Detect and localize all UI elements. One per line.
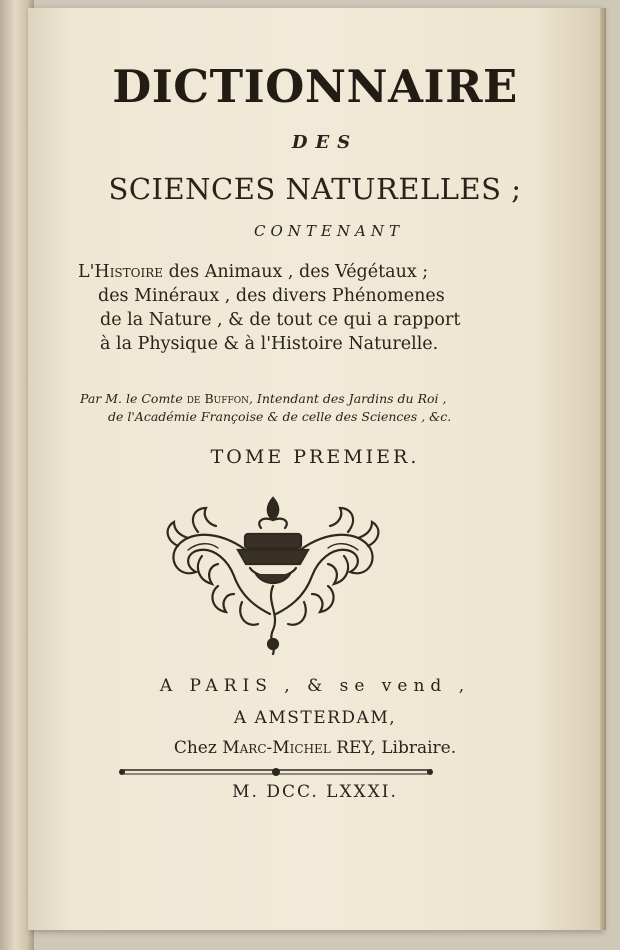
description-line-1-rest: des Animaux , des Végétaux ; (163, 262, 429, 282)
ornamental-rule-icon (116, 766, 436, 778)
contenant-label: CONTENANT (254, 222, 404, 240)
imprint-amsterdam: A AMSTERDAM, (233, 708, 397, 728)
author-line-2: de l'Académie Françoise & de celle des Sciences , &c. (108, 409, 452, 424)
description-line-2: des Minéraux , des divers Phénomenes (98, 286, 445, 306)
histoire-word: L'Histoire (78, 262, 164, 282)
publisher-name: Marc-Michel (222, 738, 331, 758)
publisher-prefix: Chez (173, 738, 223, 758)
imprint-paris: A PARIS , & se vend , (159, 676, 471, 696)
publisher-rest: REY, Libraire. (330, 738, 457, 758)
description-line-1 (78, 260, 598, 284)
publication-year: M. DCC. LXXXI. (232, 782, 398, 802)
volume-label: TOME PREMIER. (210, 446, 420, 468)
author-name: de Buffon (186, 391, 249, 406)
description-line-3: de la Nature , & de tout ce qui a rapport (100, 310, 461, 330)
title-des: DES (291, 132, 359, 153)
description-line-4: à la Physique & à l'Histoire Naturelle. (100, 334, 439, 354)
imprint-publisher (28, 738, 602, 758)
author-title: , Intendant des Jardins du Roi , (248, 391, 447, 406)
author-line-1 (80, 391, 446, 406)
fleuron-vignette-icon (158, 490, 388, 660)
author-prefix: Par M. le Comte (80, 391, 187, 406)
title-page (28, 8, 602, 930)
book-title: DICTIONNAIRE (112, 60, 518, 113)
book-subtitle: SCIENCES NATURELLES ; (108, 172, 522, 206)
